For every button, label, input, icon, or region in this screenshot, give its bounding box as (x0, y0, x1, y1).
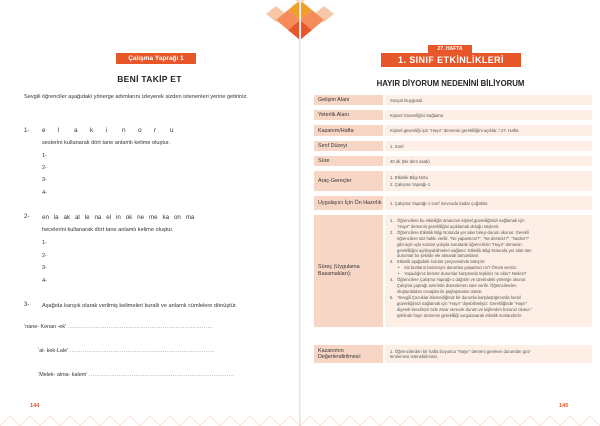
surec-steps-list (390, 218, 532, 318)
q1-letter: e (42, 127, 46, 134)
surec-step-text: gerekliliğini açıklayabilmeleri sağlanır. Etkinlik Bilgi Notunda yer alan tüm (397, 247, 532, 253)
row-kazanim (314, 125, 592, 136)
page-number-left: 144 (30, 403, 40, 409)
value-gelisim: Sosyal Duygusal (385, 95, 592, 105)
surec-step-text: oluşturdukları cevaplar ile paylaşmaları istenir. (397, 288, 483, 294)
surec-step-text: öğrencilere söz hakkı verilir. “Ne yaparsınız?”, “Ne dersiniz?”, “Neden?” (397, 235, 529, 241)
q1-answer-1: 1- (42, 153, 47, 159)
q2-answer-3: 3- (42, 265, 47, 271)
q3-item-3 (38, 372, 234, 378)
value-surec (385, 215, 592, 327)
value-sinif: 1. Sınıf (385, 141, 592, 151)
q1-letter: k (90, 127, 94, 134)
surec-step-number: 4. (390, 277, 394, 283)
q1-letter: a (74, 127, 78, 134)
label-gelisim: Gelişim Alanı (314, 95, 383, 105)
label-kazanim: Kazanım/Hafta (314, 125, 383, 136)
question-1-letters (42, 127, 186, 134)
label-sure: Süre (314, 156, 383, 166)
question-1-number: 1- (24, 128, 30, 134)
surec-step-number: 1. (390, 218, 394, 223)
arac-item-2: 2. Çalışma Yaprağı-1 (390, 182, 431, 187)
right-page (301, 0, 600, 426)
label-uygulayici: Uygulayıcı İçin Ön Hazırlık (314, 196, 383, 210)
worksheet-title: BENİ TAKİP ET (117, 74, 182, 84)
row-kazanimin (314, 345, 592, 363)
surec-step-text: Çalışma yaprağı üzerinde düzenlenen süre verilir. Öğrencilerden (397, 282, 517, 288)
activity-title: HAYIR DİYORUM NEDENİNİ BİLİYORUM (376, 79, 525, 88)
kazanimin-line-2: lemlemesi istenebilirsiniz. (390, 354, 439, 359)
worksheet-badge: Çalışma Yaprağı 1 (116, 53, 196, 64)
surec-step-text: diyerek kendimizi özle zarar verecek durum ve kişilerden koruruz olunur.” (397, 306, 533, 312)
q3-item-1-text: ‘nane- Kenan -ek’ (24, 324, 67, 330)
question-2-syllables: en la ak al le na el in ok ne me ka on ma (42, 214, 195, 221)
q1-letter: u (170, 127, 174, 134)
week-badge: 27. HAFTA (428, 45, 472, 53)
label-surec: Süreç (Uygulama Basamakları): (314, 215, 383, 327)
question-3-number: 3- (24, 302, 30, 308)
q1-letter: i (106, 127, 108, 134)
label-arac: Araç-Gereçler (314, 171, 383, 191)
row-yeterlik (314, 110, 592, 120)
q3-item-3-text: ‘Melek- alma- kalem’ (38, 372, 88, 378)
surec-step-text: Öğrencilere bu etkinliğin amacının kişisel güvenliğimizi sağlamak için (397, 218, 525, 223)
surec-step-text: “Hayır” demenin gerekliliğini açıklamak olduğu söylenir. (397, 223, 500, 229)
q1-letter: o (138, 127, 142, 134)
bottom-pattern-decoration-icon (0, 404, 600, 426)
page-number-right: 145 (559, 403, 569, 409)
value-kazanimin (385, 345, 592, 363)
q3-item-3-dots: …………………………………………………………………… (88, 372, 235, 378)
surec-step-text: Siz bunların benzeryni durumlar yaşadınız mı? Örnek veriniz. (404, 265, 518, 271)
q3-item-1-dots: …………………………………………………………………… (67, 324, 213, 330)
question-3-instruction: Aşağıda karışık olarak verilmiş kelimeleri kurallı ve anlamlı cümlelere dönüştür. (42, 303, 237, 309)
q3-item-2 (38, 348, 215, 354)
surec-step-line (390, 313, 532, 319)
row-sure (314, 156, 592, 166)
q3-item-2-text: ‘al- kek-Lale’ (38, 348, 69, 354)
row-sinif (314, 141, 592, 151)
arac-item-1: 1. Etkinlik Bilgi Notu (390, 175, 428, 180)
intro-text: Sevgili öğrenciler aşağıdaki yönerge adımlarını izleyerek sizden istenenleri yerine getiriniz. (24, 94, 248, 100)
surec-step-number: • (398, 271, 400, 277)
surec-step-text: Öğrencilere Etkinlik Bilgi Notunda yer alan bireyi durum okunur. Gerekli̇ (397, 229, 529, 235)
surec-step-text: durumlar bu şekilde ele alınarak tamamlanır. (397, 253, 480, 259)
question-1-instruction: sesleri̇ni kullanarak dört tane anlamlı kelime oluştur. (42, 140, 171, 146)
surec-step-text: gibi açık uçlu sorular yoluyla sorularak öğrencilerin “Hayır” demenin (397, 241, 522, 247)
surec-step-number: 3. (390, 259, 394, 265)
question-2-number: 2- (24, 214, 30, 220)
surec-step-text: “Sevgili Çocuklar islemediğimiz bir durumla karşılaştığımızda hemil (397, 294, 521, 300)
question-2-instruction: hecelerini kullanarak dört tane anlamlı kelime oluştur. (42, 227, 174, 233)
surec-step-text: şeklinde hayır demenin gerekliliği vurgulanarak etkinlik sonlandırılır. (397, 312, 522, 318)
value-arac (385, 171, 592, 191)
surec-step-number: 5. (390, 294, 394, 300)
value-sure: 40 dk (Bir ders saati) (385, 156, 592, 166)
q2-answer-1: 1- (42, 240, 47, 246)
q1-answer-2: 2- (42, 165, 47, 171)
surec-step-number: • (398, 265, 400, 271)
row-surec (314, 215, 592, 327)
q3-item-2-dots: …………………………………………………………………… (69, 348, 215, 354)
label-kazanimin: Kazanımın Değerlendirilmesi: (314, 345, 383, 363)
row-uygulayici (314, 196, 592, 210)
q2-answer-2: 2- (42, 253, 47, 259)
surec-step-text: güvenliğimizi sağlamak için “Hayır” diyebilmeliyiz. Gerekliğinde “Hayır” (397, 300, 528, 306)
surec-step-text: Öğrencilere Çalışma Yaprağı-1 dağıtılır ve üzerindeki yönerge okunur. (397, 277, 527, 283)
surec-step-number: 2. (390, 229, 394, 235)
value-kazanim: Kişisel güvenliği için “Hayır” demenin gerekliliğini açıklar. / 27. Hafta (385, 125, 592, 136)
value-yeterlik: Kişisel Güvenliğini Sağlama (385, 110, 592, 120)
surec-step-text: Etkinlik aşağıdaki sorular çerçevesinde tartışılır: (397, 259, 486, 265)
label-sinif: Sınıf Düzeyi (314, 141, 383, 151)
value-uygulayici: 1. Çalışma Yaprağı-1 sınıf mevcudu kadar çoğaltılır. (385, 196, 592, 210)
q1-answer-3: 3- (42, 177, 47, 183)
kazanimin-line-1: 1. Öğrencilerden bir hafta boyunca “Hayır” demeni gereken durumları göz- (390, 349, 532, 354)
q3-item-1 (24, 324, 284, 330)
row-arac (314, 171, 592, 191)
q1-letter: n (122, 127, 126, 134)
surec-step-text: Yaşadığınız benzer durumlar karşısında tepkiniz ne oldu? Neden? (404, 271, 527, 277)
row-gelisim (314, 95, 592, 105)
q2-answer-4: 4- (42, 278, 47, 284)
label-yeterlik: Yeterlik Alanı (314, 110, 383, 120)
q1-letter: l (58, 127, 60, 134)
q1-answer-4: 4- (42, 190, 47, 196)
q1-letter: r (154, 127, 157, 134)
activities-banner: 1. SINIF ETKİNLİKLERİ (381, 53, 521, 67)
left-page (0, 0, 299, 426)
